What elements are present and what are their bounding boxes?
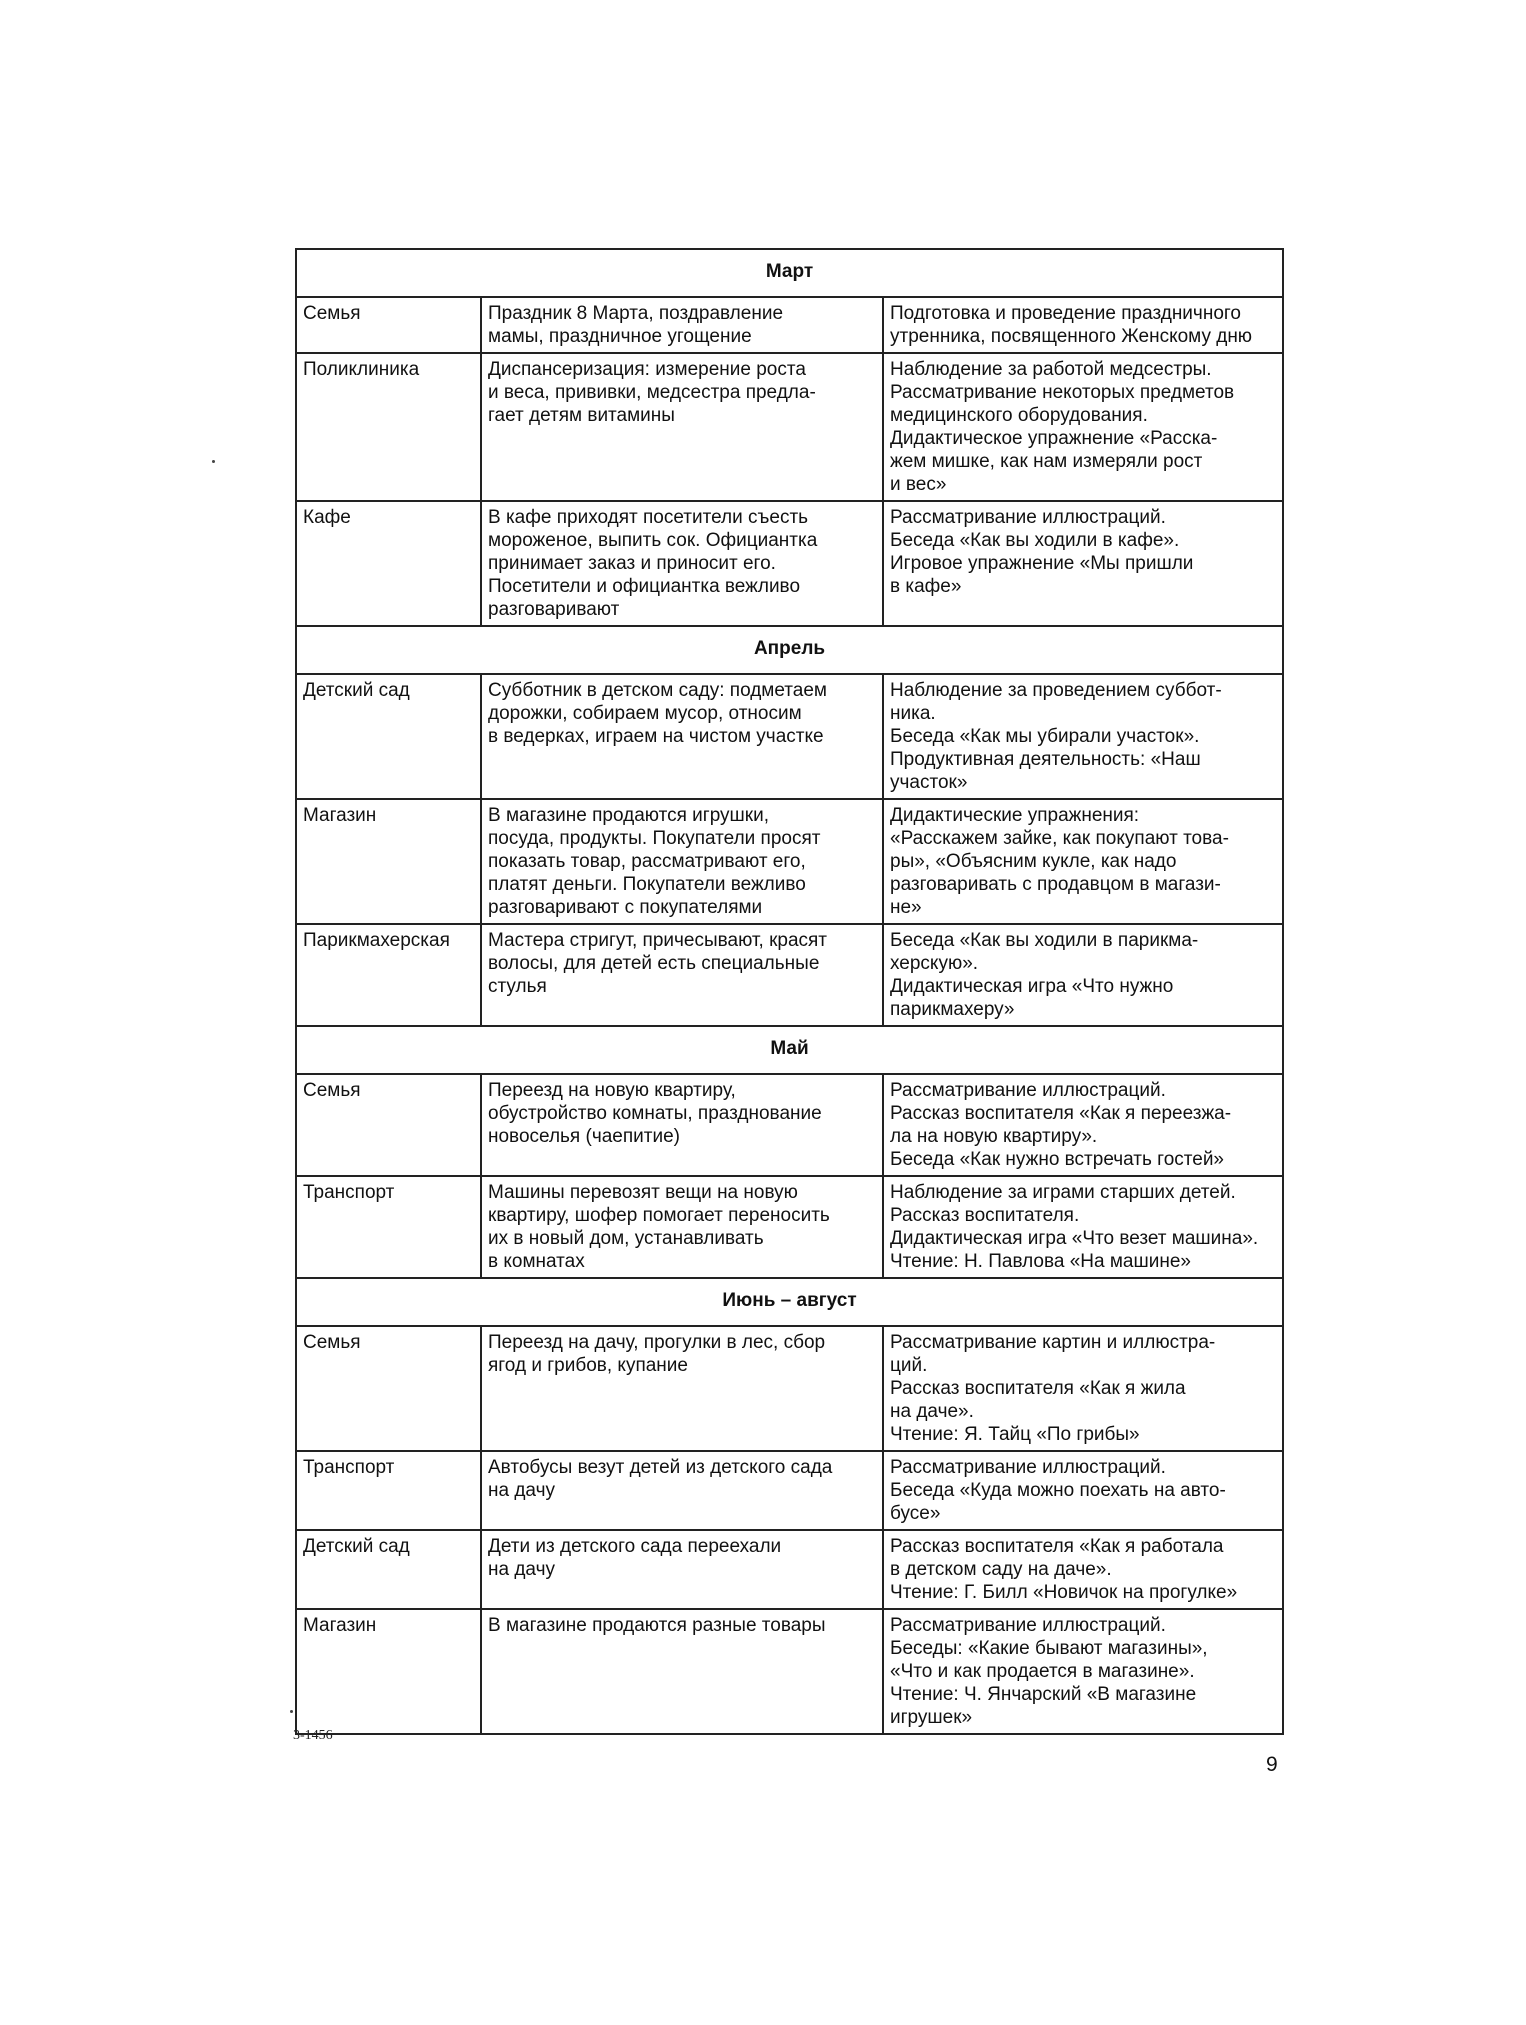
scan-speck [290, 1710, 293, 1713]
month-title: Апрель [296, 626, 1283, 674]
month-header-row [296, 1278, 1283, 1326]
content-cell: Переезд на дачу, прогулки в лес, сбор ягод и грибов, купание [481, 1326, 883, 1451]
topic-cell: Транспорт [296, 1451, 481, 1530]
topic-cell: Магазин [296, 799, 481, 924]
table-row [296, 1074, 1283, 1176]
content-cell: Диспансеризация: измерение роста и веса, прививки, медсестра предла- гает детям витамины [481, 353, 883, 501]
topic-cell: Транспорт [296, 1176, 481, 1278]
table-row [296, 353, 1283, 501]
table-row [296, 1326, 1283, 1451]
content-cell: Автобусы везут детей из детского сада на дачу [481, 1451, 883, 1530]
table-row [296, 924, 1283, 1026]
topic-cell: Семья [296, 1326, 481, 1451]
topic-cell: Поликлиника [296, 353, 481, 501]
topic-cell: Семья [296, 297, 481, 353]
month-header-row [296, 249, 1283, 297]
content-cell: Субботник в детском саду: подметаем дорожки, собираем мусор, относим в ведерках, играем на чистом участке [481, 674, 883, 799]
activities-cell: Наблюдение за играми старших детей. Рассказ воспитателя. Дидактическая игра «Что везет машина». Чтение: Н. Павлова «На машине» [883, 1176, 1283, 1278]
table-row [296, 297, 1283, 353]
topic-cell: Детский сад [296, 1530, 481, 1609]
printer-footnote: 3-1456 [293, 1728, 333, 1743]
content-cell: В магазине продаются игрушки, посуда, продукты. Покупатели просят показать товар, рассматривают его, платят деньги. Покупатели вежливо разговаривают с покупателями [481, 799, 883, 924]
content-cell: В магазине продаются разные товары [481, 1609, 883, 1734]
activities-cell: Наблюдение за работой медсестры. Рассматривание некоторых предметов медицинского оборудования. Дидактическое упражнение «Расска- жем мишке, как нам измеряли рост и вес» [883, 353, 1283, 501]
table-row [296, 1176, 1283, 1278]
activities-cell: Наблюдение за проведением суббот- ника. Беседа «Как мы убирали участок». Продуктивная деятельность: «Наш участок» [883, 674, 1283, 799]
month-title: Июнь – август [296, 1278, 1283, 1326]
table-row [296, 1609, 1283, 1734]
table-row [296, 674, 1283, 799]
content-cell: Праздник 8 Марта, поздравление мамы, праздничное угощение [481, 297, 883, 353]
activities-cell: Рассказ воспитателя «Как я работала в детском саду на даче». Чтение: Г. Билл «Новичок на прогулке» [883, 1530, 1283, 1609]
table-row [296, 1530, 1283, 1609]
activities-cell: Рассматривание иллюстраций. Беседа «Как вы ходили в кафе». Игровое упражнение «Мы пришли в кафе» [883, 501, 1283, 626]
content-cell: Мастера стригут, причесывают, красят волосы, для детей есть специальные стулья [481, 924, 883, 1026]
activities-cell: Рассматривание иллюстраций. Рассказ воспитателя «Как я переезжа- ла на новую квартиру». Беседа «Как нужно встречать гостей» [883, 1074, 1283, 1176]
topic-cell: Детский сад [296, 674, 481, 799]
topic-cell: Парикмахерская [296, 924, 481, 1026]
activities-cell: Рассматривание иллюстраций. Беседы: «Какие бывают магазины», «Что и как продается в магазине». Чтение: Ч. Янчарский «В магазине игрушек» [883, 1609, 1283, 1734]
plan-table-body [296, 249, 1283, 1734]
activities-cell: Рассматривание картин и иллюстра- ций. Рассказ воспитателя «Как я жила на даче». Чтение: Я. Тайц «По грибы» [883, 1326, 1283, 1451]
month-header-row [296, 1026, 1283, 1074]
topic-cell: Магазин [296, 1609, 481, 1734]
scan-speck [212, 460, 215, 463]
activities-cell: Беседа «Как вы ходили в парикма- херскую». Дидактическая игра «Что нужно парикмахеру» [883, 924, 1283, 1026]
month-title: Март [296, 249, 1283, 297]
month-title: Май [296, 1026, 1283, 1074]
activities-cell: Дидактические упражнения: «Расскажем зайке, как покупают това- ры», «Объясним кукле, как надо разговаривать с продавцом в магази- не» [883, 799, 1283, 924]
topic-cell: Кафе [296, 501, 481, 626]
page-number: 9 [1266, 1753, 1278, 1776]
content-cell: Дети из детского сада переехали на дачу [481, 1530, 883, 1609]
month-header-row [296, 626, 1283, 674]
table-row [296, 501, 1283, 626]
table-row [296, 799, 1283, 924]
plan-table [295, 248, 1284, 1735]
topic-cell: Семья [296, 1074, 481, 1176]
table-row [296, 1451, 1283, 1530]
content-cell: Переезд на новую квартиру, обустройство комнаты, празднование новоселья (чаепитие) [481, 1074, 883, 1176]
content-cell: Машины перевозят вещи на новую квартиру, шофер помогает переносить их в новый дом, устанавливать в комнатах [481, 1176, 883, 1278]
activities-cell: Подготовка и проведение праздничного утренника, посвященного Женскому дню [883, 297, 1283, 353]
activities-cell: Рассматривание иллюстраций. Беседа «Куда можно поехать на авто- бусе» [883, 1451, 1283, 1530]
content-cell: В кафе приходят посетители съесть мороженое, выпить сок. Официантка принимает заказ и приносит его. Посетители и официантка вежливо разговаривают [481, 501, 883, 626]
